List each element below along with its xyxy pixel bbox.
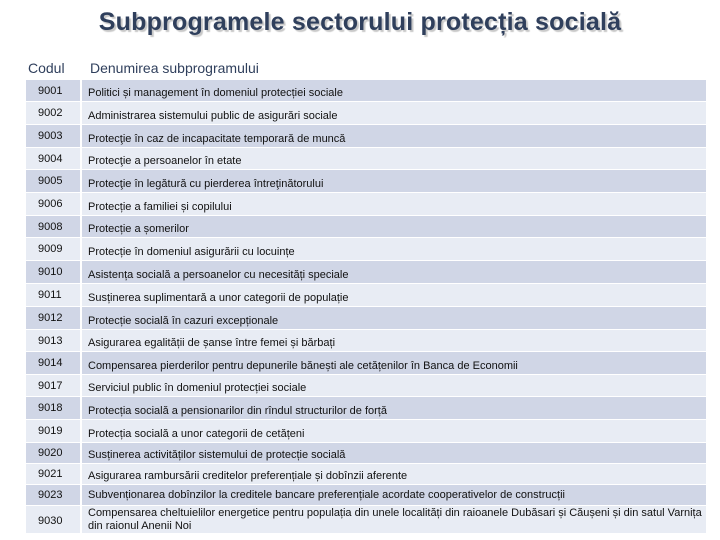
table-row [26,420,706,443]
table-row [26,397,706,420]
row-name: Politici și management în domeniul protecției sociale [82,80,706,101]
table-row [26,485,706,506]
row-name: Protecție a familiei și copilului [82,193,706,215]
row-name: Subvenționarea dobînzilor la creditele bancare preferențiale acordate cooperativelor de construcții [82,485,706,505]
row-name: Protecție socială în cazuri excepționale [82,307,706,329]
row-name: Protecţie a persoanelor în etate [82,148,706,169]
row-code: 9019 [26,420,82,442]
table-row [26,464,706,485]
row-name: Compensarea pierderilor pentru depunerile bănești ale cetățenilor în Banca de Economii [82,352,706,374]
row-code: 9030 [26,506,82,533]
row-name: Protecție a șomerilor [82,216,706,237]
row-code: 9003 [26,125,82,147]
page-title: Subprogramele sectorului protecția socială [98,8,622,36]
row-code: 9008 [26,216,82,237]
row-name: Protecție în domeniul asigurării cu locuințe [82,238,706,260]
row-name: Susținerea activităților sistemului de protecție socială [82,443,706,463]
table-row [26,170,706,193]
table-header [26,55,706,80]
row-name: Protecţie în caz de incapacitate temporară de muncă [82,125,706,147]
row-code: 9014 [26,352,82,374]
table-row [26,307,706,330]
table-row [26,102,706,125]
table-row [26,238,706,261]
row-code: 9023 [26,485,82,505]
table-row [26,125,706,148]
row-code: 9020 [26,443,82,463]
header-code: Codul [28,59,65,76]
table-body [26,80,706,534]
row-name: Asigurarea egalității de șanse între femei și bărbați [82,330,706,351]
table-row [26,284,706,307]
row-code: 9010 [26,261,82,283]
table-row [26,352,706,375]
row-name: Asigurarea rambursării creditelor preferențiale și dobînzii aferente [82,464,706,484]
row-code: 9001 [26,80,82,101]
row-code: 9004 [26,148,82,169]
row-code: 9005 [26,170,82,192]
table-row [26,193,706,216]
row-code: 9002 [26,102,82,124]
row-name: Protecția socială a pensionarilor din rîndul structurilor de forță [82,397,706,419]
row-code: 9018 [26,397,82,419]
table-row [26,261,706,284]
table-row [26,330,706,352]
table-row [26,375,706,397]
table-row [26,443,706,464]
row-code: 9021 [26,464,82,484]
row-name: Asistența socială a persoanelor cu necesități speciale [82,261,706,283]
row-code: 9017 [26,375,82,396]
table-row [26,148,706,170]
row-code: 9013 [26,330,82,351]
row-name: Serviciul public în domeniul protecției sociale [82,375,706,396]
table-row [26,80,706,102]
row-code: 9012 [26,307,82,329]
row-name: Protecția socială a unor categorii de cetățeni [82,420,706,442]
row-code: 9009 [26,238,82,260]
header-name: Denumirea subprogramului [90,59,259,76]
row-name: Protecţie în legătură cu pierderea întreţinătorului [82,170,706,192]
subprograms-table [26,55,706,534]
table-row [26,216,706,238]
row-name: Administrarea sistemului public de asigurări sociale [82,102,706,124]
row-name: Compensarea cheltuielilor energetice pentru populația din unele localități din raioanele Dubăsari și Căușeni și din satul Varnița din raionul Anenii Noi [82,506,706,533]
table-row [26,506,706,534]
row-code: 9006 [26,193,82,215]
row-name: Susținerea suplimentară a unor categorii de populație [82,284,706,306]
row-code: 9011 [26,284,82,306]
